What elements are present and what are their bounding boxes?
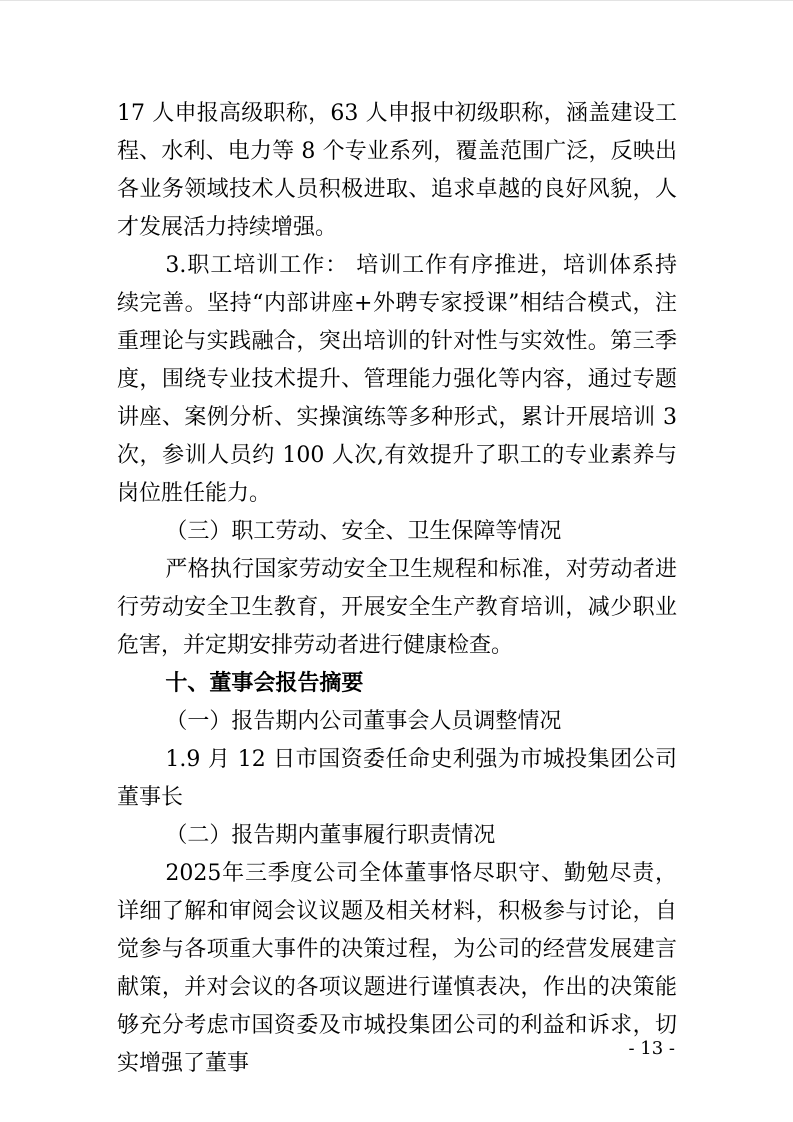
document-body	[117, 95, 677, 1083]
paragraph-staff-training: 3.职工培训工作： 培训工作有序推进，培训体系持续完善。坚持“内部讲座+外聘专家授课”相结合模式，注重理论与实践融合，突出培训的针对性与实效性。第三季度，围绕专业技术提升、管理能力强化等内容，通过专题讲座、案例分析、实操演练等多种形式，累计开展培训 3 次，参训人员约 100 人次,有效提升了职工的专业素养与岗位胜任能力。	[117, 253, 677, 506]
subsection-heading-board-adjustment: （一）报告期内公司董事会人员调整情况	[165, 709, 562, 734]
paragraph-continuation-talent: 17 人申报高级职称，63 人申报中初级职称，涵盖建设工程、水利、电力等 8 个专业系列，覆盖范围广泛，反映出各业务领域技术人员积极进取、追求卓越的良好风貌，人才发展活力持续增强。	[117, 101, 677, 240]
subsection-heading-labor-safety: （三）职工劳动、安全、卫生保障等情况	[165, 519, 562, 544]
page-number: - 13 -	[628, 1038, 675, 1059]
subsection-heading-director-duty: （二）报告期内董事履行职责情况	[165, 823, 496, 848]
section-heading-board-report: 十、董事会报告摘要	[165, 671, 364, 696]
paragraph-director-duty: 2025年三季度公司全体董事恪尽职守、勤勉尽责，详细了解和审阅会议议题及相关材料，积极参与讨论，自觉参与各项重大事件的决策过程，为公司的经营发展建言献策，并对会议的各项议题进行谨慎表决，作出的决策能够充分考虑市国资委及市城投集团公司的利益和诉求，切实增强了董事	[117, 861, 677, 1076]
paragraph-labor-safety: 严格执行国家劳动安全卫生规程和标准，对劳动者进行劳动安全卫生教育，开展安全生产教育培训，减少职业危害，并定期安排劳动者进行健康检查。	[117, 557, 677, 658]
paragraph-board-appointment: 1.9 月 12 日市国资委任命史利强为市城投集团公司董事长	[117, 747, 677, 810]
